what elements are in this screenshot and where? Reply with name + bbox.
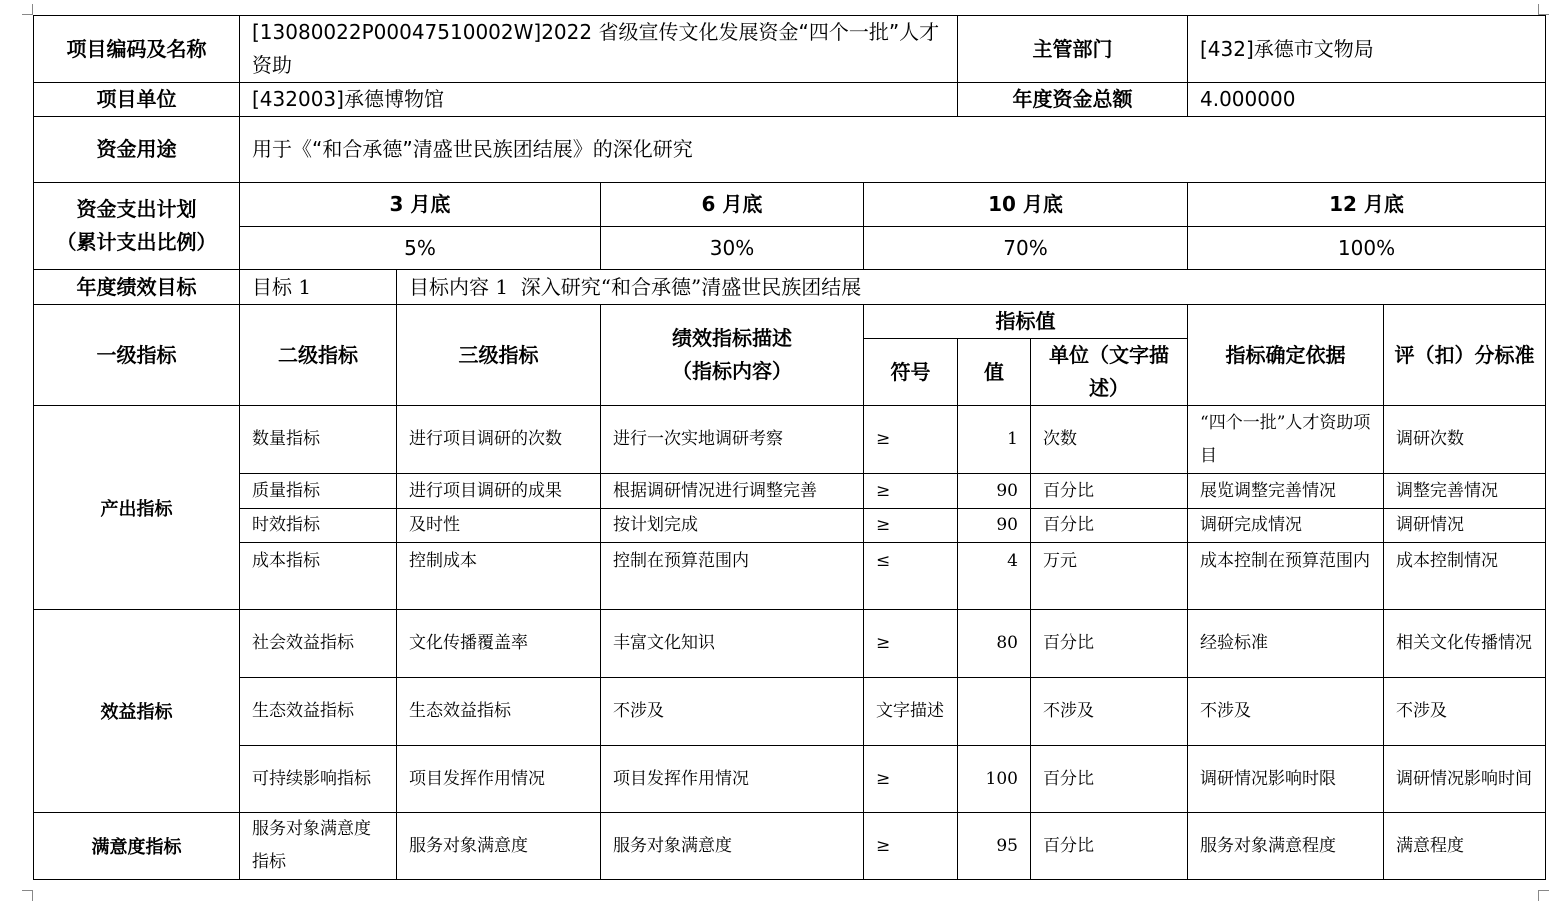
cell-unit: 次数: [1031, 406, 1188, 474]
cell-scoring: 相关文化传播情况: [1384, 610, 1546, 678]
cell-unit: 百分比: [1031, 746, 1188, 813]
cell-scoring: 调研情况: [1384, 509, 1546, 543]
header-unit: 单位（文字描述）: [1031, 339, 1188, 406]
header-level1: 一级指标: [34, 305, 240, 406]
plan-ratio: 5%: [240, 227, 601, 270]
header-symbol: 符号: [864, 339, 958, 406]
cell-level3: 控制成本: [397, 543, 601, 610]
goal-label: 年度绩效目标: [34, 270, 240, 305]
cell-basis: 不涉及: [1188, 678, 1384, 746]
cell-scoring: 调整完善情况: [1384, 474, 1546, 509]
cell-basis: 经验标准: [1188, 610, 1384, 678]
cell-unit: 不涉及: [1031, 678, 1188, 746]
cell-basis: 调研完成情况: [1188, 509, 1384, 543]
cell-basis: 展览调整完善情况: [1188, 474, 1384, 509]
total-label: 年度资金总额: [958, 83, 1188, 117]
cell-level2: 可持续影响指标: [240, 746, 397, 813]
cell-level2: 成本指标: [240, 543, 397, 610]
cell-description: 进行一次实地调研考察: [601, 406, 864, 474]
cell-unit: 百分比: [1031, 474, 1188, 509]
cell-value: 4: [958, 543, 1031, 610]
project-code-name-label: 项目编码及名称: [34, 16, 240, 83]
header-value: 值: [958, 339, 1031, 406]
header-description-line1: 绩效指标描述: [672, 326, 792, 350]
cell-scoring: 满意程度: [1384, 813, 1546, 880]
cell-unit: 万元: [1031, 543, 1188, 610]
cell-value: 80: [958, 610, 1031, 678]
cell-value: [958, 678, 1031, 746]
cell-description: 项目发挥作用情况: [601, 746, 864, 813]
cell-level3: 项目发挥作用情况: [397, 746, 601, 813]
plan-label: [34, 183, 240, 270]
cell-basis: 服务对象满意程度: [1188, 813, 1384, 880]
cell-unit: 百分比: [1031, 610, 1188, 678]
cell-description: 按计划完成: [601, 509, 864, 543]
cell-level3: 进行项目调研的次数: [397, 406, 601, 474]
plan-period: 10 月底: [864, 183, 1188, 227]
cell-value: 100: [958, 746, 1031, 813]
cell-level2: 数量指标: [240, 406, 397, 474]
table-row: [34, 543, 1546, 610]
fund-use-label: 资金用途: [34, 117, 240, 183]
goal-content: 目标内容 1 深入研究“和合承德”清盛世民族团结展: [397, 270, 1546, 305]
cell-symbol: ≥: [864, 406, 958, 474]
goal-target: 目标 1: [240, 270, 397, 305]
header-description: [601, 305, 864, 406]
cell-symbol: ≥: [864, 509, 958, 543]
header-value-group: 指标值: [864, 305, 1188, 339]
header-basis: 指标确定依据: [1188, 305, 1384, 406]
category-satisfaction: 满意度指标: [34, 813, 240, 880]
cell-symbol: ≥: [864, 813, 958, 880]
cell-description: 服务对象满意度: [601, 813, 864, 880]
cell-symbol: ≥: [864, 474, 958, 509]
header-scoring: 评（扣）分标准: [1384, 305, 1546, 406]
cell-value: 1: [958, 406, 1031, 474]
cell-level2: 社会效益指标: [240, 610, 397, 678]
project-code-name: [13080022P00047510002W]2022 省级宣传文化发展资金“四个一批”人才资助: [240, 16, 958, 83]
cell-level3: 服务对象满意度: [397, 813, 601, 880]
table-row: [34, 474, 1546, 509]
fund-use-value: 用于《“和合承德”清盛世民族团结展》的深化研究: [240, 117, 1546, 183]
cell-level3: 及时性: [397, 509, 601, 543]
header-description-line2: （指标内容）: [672, 359, 792, 383]
unit-label: 项目单位: [34, 83, 240, 117]
cell-symbol: ≥: [864, 610, 958, 678]
plan-ratio: 30%: [601, 227, 864, 270]
cell-basis: “四个一批”人才资助项目: [1188, 406, 1384, 474]
crop-mark-bottom-right: [1538, 890, 1549, 901]
dept-value: [432]承德市文物局: [1188, 16, 1546, 83]
cell-level3: 生态效益指标: [397, 678, 601, 746]
table-row: [34, 746, 1546, 813]
cell-level2: 生态效益指标: [240, 678, 397, 746]
crop-mark-top-right: [1538, 4, 1549, 15]
table-row: [34, 678, 1546, 746]
cell-unit: 百分比: [1031, 813, 1188, 880]
cell-value: 90: [958, 509, 1031, 543]
table-row: [34, 406, 1546, 474]
cell-level2: 时效指标: [240, 509, 397, 543]
cell-value: 90: [958, 474, 1031, 509]
cell-description: 不涉及: [601, 678, 864, 746]
cell-symbol: ≥: [864, 746, 958, 813]
crop-mark-top-left: [22, 4, 33, 15]
cell-description: 根据调研情况进行调整完善: [601, 474, 864, 509]
unit-value: [432003]承德博物馆: [240, 83, 958, 117]
cell-description: 控制在预算范围内: [601, 543, 864, 610]
cell-description: 丰富文化知识: [601, 610, 864, 678]
header-level2: 二级指标: [240, 305, 397, 406]
table-row: [34, 610, 1546, 678]
cell-unit: 百分比: [1031, 509, 1188, 543]
cell-symbol: ≤: [864, 543, 958, 610]
header-level3: 三级指标: [397, 305, 601, 406]
table-row: [34, 509, 1546, 543]
cell-value: 95: [958, 813, 1031, 880]
cell-level3: 进行项目调研的成果: [397, 474, 601, 509]
category-output: 产出指标: [34, 406, 240, 610]
table-row: [34, 813, 1546, 880]
plan-ratio: 100%: [1188, 227, 1546, 270]
cell-level2: 质量指标: [240, 474, 397, 509]
cell-level3: 文化传播覆盖率: [397, 610, 601, 678]
dept-label: 主管部门: [958, 16, 1188, 83]
plan-label-line1: 资金支出计划: [76, 197, 197, 221]
total-value: 4.000000: [1188, 83, 1546, 117]
plan-period: 12 月底: [1188, 183, 1546, 227]
cell-scoring: 调研次数: [1384, 406, 1546, 474]
plan-label-line2: （累计支出比例）: [56, 230, 217, 254]
plan-period: 3 月底: [240, 183, 601, 227]
cell-symbol: 文字描述: [864, 678, 958, 746]
plan-ratio: 70%: [864, 227, 1188, 270]
crop-mark-bottom-left: [22, 890, 33, 901]
cell-basis: 调研情况影响时限: [1188, 746, 1384, 813]
plan-period: 6 月底: [601, 183, 864, 227]
cell-scoring: 调研情况影响时间: [1384, 746, 1546, 813]
performance-target-table: [33, 15, 1546, 880]
cell-scoring: 不涉及: [1384, 678, 1546, 746]
category-benefit: 效益指标: [34, 610, 240, 813]
cell-level2: 服务对象满意度指标: [240, 813, 397, 880]
cell-scoring: 成本控制情况: [1384, 543, 1546, 610]
cell-basis: 成本控制在预算范围内: [1188, 543, 1384, 610]
